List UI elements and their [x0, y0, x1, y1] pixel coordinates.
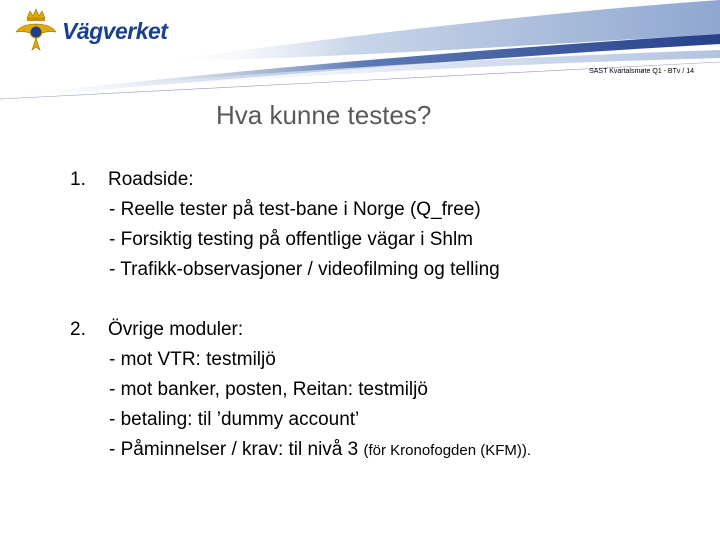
sub-item-main-text: - Påminnelser / krav: til nivå 3	[109, 439, 364, 460]
list-heading: Roadside:	[108, 169, 194, 190]
vagverket-logo	[14, 6, 167, 56]
slide-title: Hva kunne testes?	[216, 100, 432, 130]
sub-list	[108, 195, 500, 285]
slide-reference: SAST Kvartalsmøte Q1 - BTv / 14	[589, 68, 694, 75]
sub-item	[108, 435, 531, 466]
list-item-other-modules	[70, 315, 710, 466]
crown-wings-emblem-icon	[14, 6, 58, 56]
list-item-roadside	[70, 165, 710, 285]
sub-item: - mot VTR: testmiljö	[109, 349, 276, 370]
numbered-list	[70, 165, 710, 466]
logo-text: Vägverket	[62, 17, 168, 44]
sub-list	[108, 345, 531, 466]
sub-item: - Reelle tester på test-bane i Norge (Q_free)	[109, 199, 481, 220]
list-number: 1.	[70, 169, 86, 190]
sub-item: - mot banker, posten, Reitan: testmiljö	[109, 379, 428, 400]
sub-item-small-text: (för Kronofogden (KFM)).	[363, 442, 532, 459]
sub-item: - Trafikk-observasjoner / videofilming og telling	[109, 259, 500, 280]
list-heading: Övrige moduler:	[108, 319, 244, 340]
sub-item: - Forsiktig testing på offentlige vägar i Shlm	[109, 229, 473, 250]
sub-item: - betaling: til ’dummy account’	[109, 409, 360, 430]
list-number: 2.	[70, 319, 86, 340]
